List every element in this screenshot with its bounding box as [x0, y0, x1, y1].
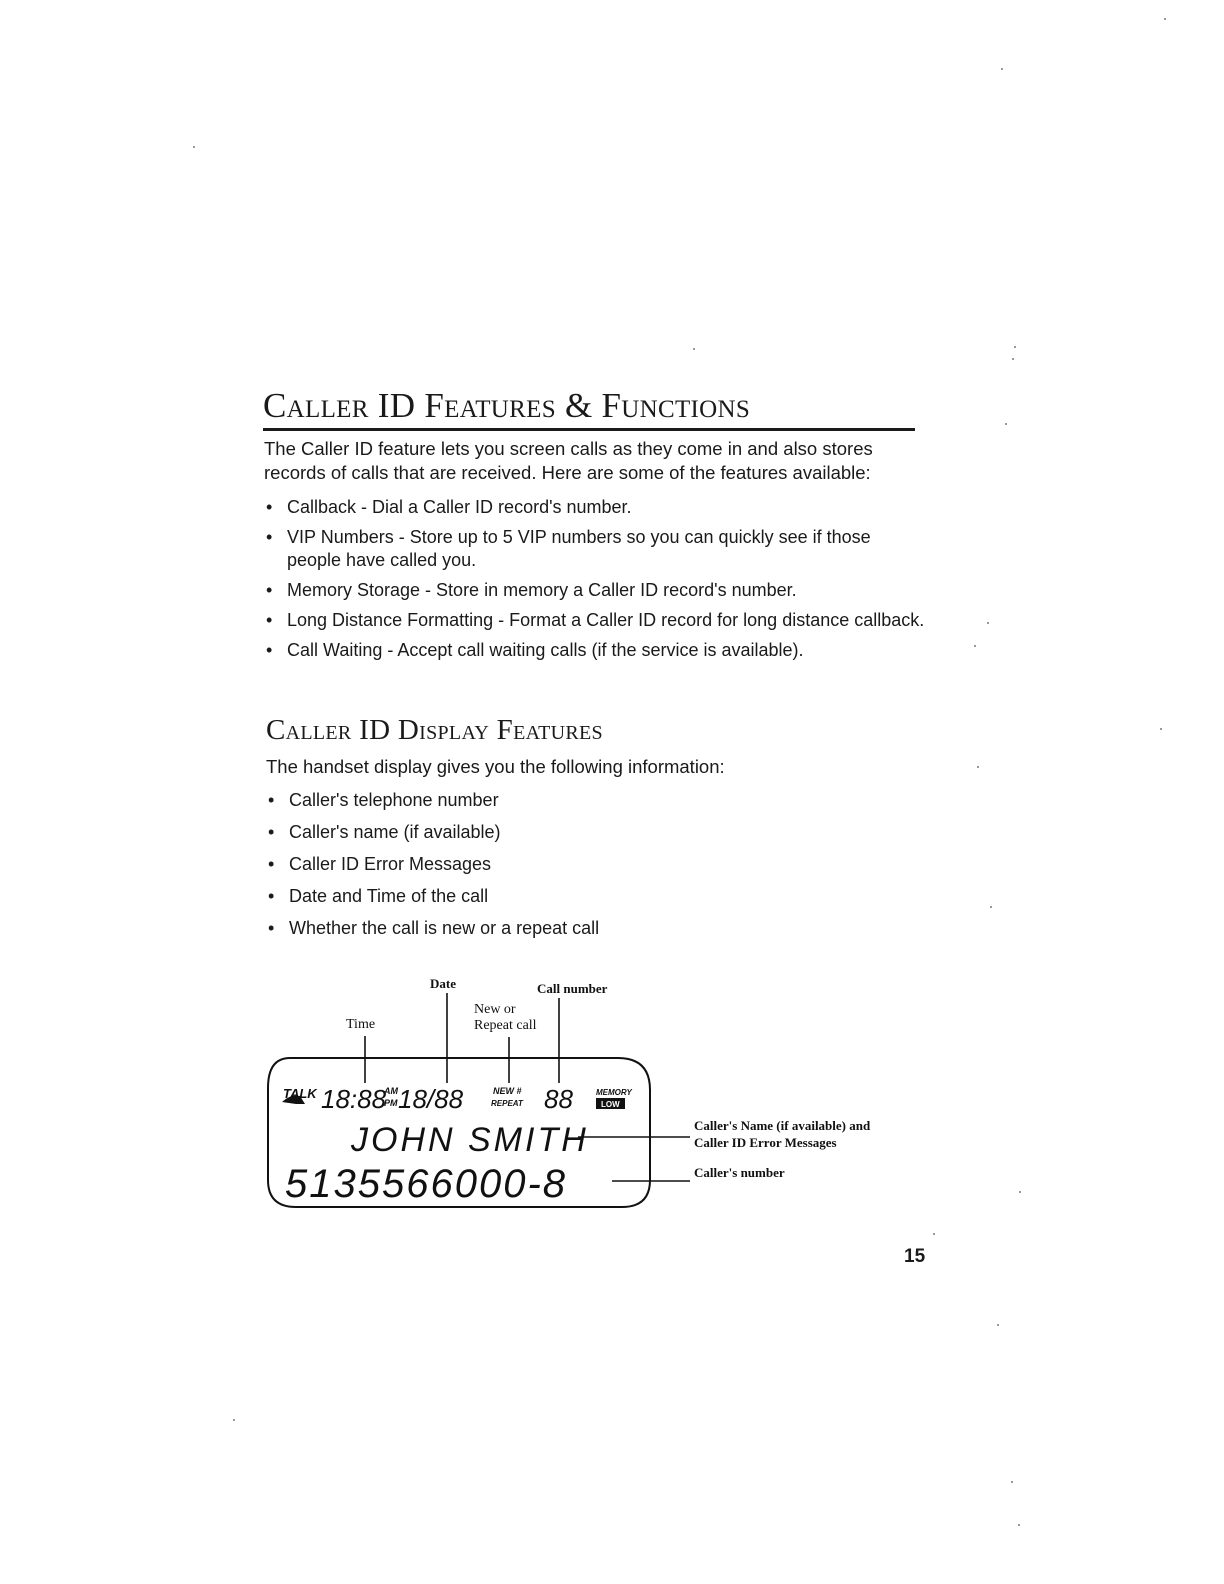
features-intro: The Caller ID feature lets you screen calls as they come in and also stores records of calls that are received. Here are some of the features available: — [264, 438, 873, 483]
list-item: • Caller's name (if available) — [268, 822, 501, 842]
lcd-memory: MEMORY — [596, 1088, 632, 1097]
scan-speck — [974, 645, 976, 647]
list-item: • Caller ID Error Messages — [268, 854, 492, 874]
list-item: • Call Waiting - Accept call waiting calls (if the service is available). — [266, 640, 804, 660]
lcd-am: AM — [384, 1086, 398, 1096]
scan-speck — [1011, 1481, 1013, 1483]
scan-speck — [1012, 358, 1014, 360]
scan-speck — [1018, 1524, 1020, 1526]
label-callers-name: Caller's Name (if available) and — [694, 1118, 871, 1133]
list-item: • VIP Numbers - Store up to 5 VIP numbers so you can quickly see if those people have called you. — [266, 527, 871, 570]
label-repeat-call: Repeat call — [474, 1018, 537, 1033]
section-heading-display: Caller ID Display Features — [266, 714, 603, 746]
label-new-or: New or — [474, 1002, 516, 1017]
list-item: • Date and Time of the call — [268, 886, 489, 906]
section-heading-features: Caller ID Features & Functions — [263, 386, 915, 431]
lcd-repeat: REPEAT — [491, 1099, 523, 1108]
lcd-caller-number: 5135566000-8 — [285, 1162, 568, 1206]
list-item: • Caller's telephone number — [268, 790, 499, 810]
scan-speck — [693, 348, 695, 350]
label-error-messages: Caller ID Error Messages — [694, 1135, 837, 1150]
display-intro: The handset display gives you the following information: — [266, 756, 725, 777]
list-item: • Memory Storage - Store in memory a Caller ID record's number. — [266, 580, 797, 600]
page-number: 15 — [904, 1246, 926, 1267]
scan-speck — [1019, 1191, 1021, 1193]
scan-speck — [1005, 423, 1007, 425]
lcd-call-number: 88 — [544, 1084, 573, 1114]
list-item: • Callback - Dial a Caller ID record's number. — [266, 497, 632, 517]
lcd-low: LOW — [601, 1100, 620, 1109]
scan-speck — [233, 1419, 235, 1421]
lcd-caller-name: JOHN SMITH — [351, 1121, 589, 1159]
list-item: • Whether the call is new or a repeat call — [268, 918, 600, 938]
scan-speck — [1001, 68, 1003, 70]
scan-speck — [933, 1233, 935, 1235]
lcd-time: 18:88 — [321, 1084, 387, 1114]
lcd-pm: PM — [384, 1098, 398, 1108]
lcd-new: NEW # — [493, 1086, 522, 1096]
label-date: Date — [430, 976, 456, 991]
scan-speck — [977, 766, 979, 768]
scan-speck — [193, 146, 195, 148]
scan-speck — [1160, 728, 1162, 730]
label-time: Time — [346, 1017, 376, 1032]
lcd-date: 18/88 — [398, 1084, 464, 1114]
label-call-number: Call number — [537, 981, 608, 996]
scan-speck — [987, 622, 989, 624]
list-item: • Long Distance Formatting - Format a Caller ID record for long distance callback. — [266, 610, 925, 630]
scan-speck — [990, 906, 992, 908]
lcd-talk-indicator: TALK — [283, 1086, 317, 1101]
scan-speck — [997, 1324, 999, 1326]
label-callers-number: Caller's number — [694, 1165, 785, 1180]
scan-speck — [1164, 18, 1166, 20]
scan-speck — [1014, 346, 1016, 348]
